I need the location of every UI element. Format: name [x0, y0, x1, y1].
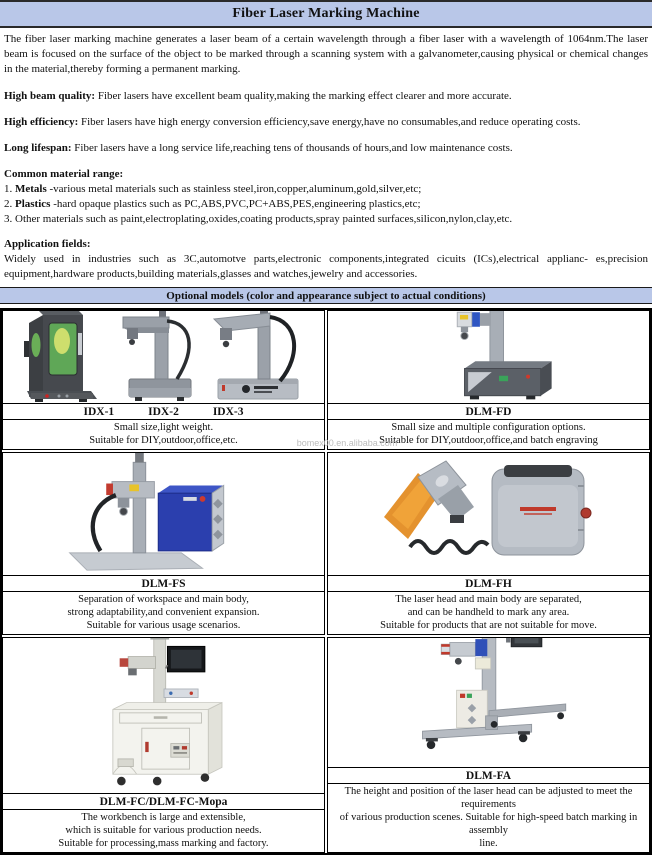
optional-models-header-text: Optional models (color and appearance subject to actual conditions)	[166, 289, 486, 302]
model-name-row	[328, 575, 649, 592]
model-name-row	[3, 793, 324, 810]
desc-line: Suitable for processing,mass marking and factory.	[58, 838, 269, 849]
model-name: IDX-3	[212, 405, 244, 418]
desc-line: The workbench is large and extensible,	[81, 812, 246, 823]
page-title-text: Fiber Laser Marking Machine	[232, 6, 420, 21]
desc-line: of various production scenes. Suitable for high-speed batch marking in assembly	[339, 812, 638, 836]
dlm-fs-image-area	[3, 453, 324, 575]
model-name: DLM-FS	[141, 577, 186, 590]
model-name: DLM-FC/DLM-FC-Mopa	[99, 795, 228, 808]
machine-idx-2-image	[114, 311, 206, 403]
model-cell-dlm-fh	[327, 452, 650, 635]
item-prefix: 1.	[4, 183, 15, 195]
desc-line: Suitable for various usage scenarios.	[86, 620, 241, 631]
intro-paragraph: The fiber laser marking machine generates a laser beam of a certain wavelength through a fiber laser with a wavelength of 1064nm.The laser beam is focused on the surface of the object to be marked through a scanning system with a galvanometer,causing physical or chemical changes in the material,thereby forming a permanent marking.	[4, 33, 648, 75]
model-cell-idx	[2, 310, 325, 450]
application-text: Widely used in industries such as 3C,automotve parts,electronic components,integrated cicuits (ICs),electrical applianc- es,precision equipment,hardware products,building materials,glasses and watches,jewelry and accessories.	[4, 253, 648, 280]
model-cell-dlm-fd	[327, 310, 650, 450]
model-description	[3, 592, 324, 634]
feature-beam-quality	[4, 89, 648, 104]
model-cell-dlm-fc	[2, 637, 325, 853]
model-cell-dlm-fa	[327, 637, 650, 853]
desc-line: strong adaptability,and convenient expansion.	[67, 607, 260, 618]
machine-dlm-fh-image	[374, 455, 604, 575]
model-name: DLM-FH	[465, 577, 512, 590]
model-description	[328, 420, 649, 449]
desc-line: and can be handheld to mark any area.	[407, 607, 570, 618]
desc-line: Separation of workspace and main body,	[78, 594, 249, 605]
feature-text: Fiber lasers have a long service life,reaching tens of thousands of hours,and low maintenance costs.	[71, 142, 513, 154]
item-text: -hard opaque plastics such as PC,ABS,PVC,PC+ABS,PES,engineering plastics,etc;	[50, 198, 421, 210]
desc-line: The height and position of the laser head can be adjusted to meet the requirements	[344, 786, 633, 810]
machine-dlm-fs-image	[54, 453, 274, 575]
model-description	[328, 784, 649, 852]
dlm-fc-image-area	[3, 638, 324, 793]
item-bold: Plastics	[15, 198, 51, 210]
item-prefix: 3. Other materials such as paint,electroplating,oxides,coating products,spray painted surfaces,silicon,nylon,clay,etc.	[4, 213, 513, 225]
machine-dlm-fc-image	[64, 638, 264, 793]
model-name-row	[3, 575, 324, 592]
machine-dlm-fa-image	[394, 638, 584, 767]
materials-heading: Common material range:	[4, 168, 124, 180]
idx-image-area	[3, 311, 324, 403]
desc-line: Suitable for DIY,outdoor,office,etc.	[89, 435, 238, 446]
feature-text: Fiber lasers have high energy conversion efficiency,save energy,have no consumables,and reduce operating costs.	[78, 116, 581, 128]
machine-dlm-fd-image	[414, 311, 564, 403]
model-name: DLM-FA	[465, 769, 512, 782]
dlm-fa-image-area	[328, 638, 649, 767]
feature-lifespan	[4, 141, 648, 156]
machine-idx-1-image	[18, 311, 110, 403]
material-item-plastics	[4, 197, 648, 212]
item-prefix: 2.	[4, 198, 15, 210]
material-item-other	[4, 212, 648, 227]
desc-line: Suitable for products that are not suitable for move.	[380, 620, 597, 631]
desc-line: Small size,light weight.	[113, 422, 214, 433]
item-bold: Metals	[15, 183, 47, 195]
desc-line: Suitable for DIY,outdoor,office,and batch engraving	[379, 435, 598, 446]
model-name-row	[3, 403, 324, 420]
model-name-row	[328, 767, 649, 784]
feature-label: High efficiency:	[4, 116, 79, 128]
model-name-row	[328, 403, 649, 420]
desc-line: The laser head and main body are separated,	[395, 594, 582, 605]
machine-idx-3-image	[210, 311, 310, 403]
model-cell-dlm-fs	[2, 452, 325, 635]
models-table	[0, 308, 652, 855]
intro-section	[0, 28, 652, 282]
model-description	[328, 592, 649, 634]
desc-line: line.	[479, 838, 498, 849]
optional-models-header	[0, 287, 652, 304]
model-description	[3, 420, 324, 449]
feature-text: Fiber lasers have excellent beam quality,making the marking effect clearer and more accurate.	[95, 90, 512, 102]
desc-line: Small size and multiple configuration options.	[391, 422, 586, 433]
model-name: DLM-FD	[465, 405, 512, 418]
model-name: IDX-1	[83, 405, 115, 418]
watermark-text: bomex00.en.alibaba.com	[296, 438, 398, 448]
desc-line: which is suitable for various production needs.	[65, 825, 262, 836]
material-item-metals	[4, 182, 648, 197]
dlm-fh-image-area	[328, 453, 649, 575]
model-name: IDX-2	[148, 405, 179, 418]
dlm-fd-image-area	[328, 311, 649, 403]
model-description	[3, 810, 324, 852]
application-heading: Application fields:	[4, 238, 91, 250]
feature-label: Long lifespan:	[4, 142, 72, 154]
feature-efficiency	[4, 115, 648, 130]
feature-label: High beam quality:	[4, 90, 96, 102]
page-title	[0, 0, 652, 28]
item-text: -various metal materials such as stainless steel,iron,copper,aluminum,gold,silver,etc;	[46, 183, 422, 195]
